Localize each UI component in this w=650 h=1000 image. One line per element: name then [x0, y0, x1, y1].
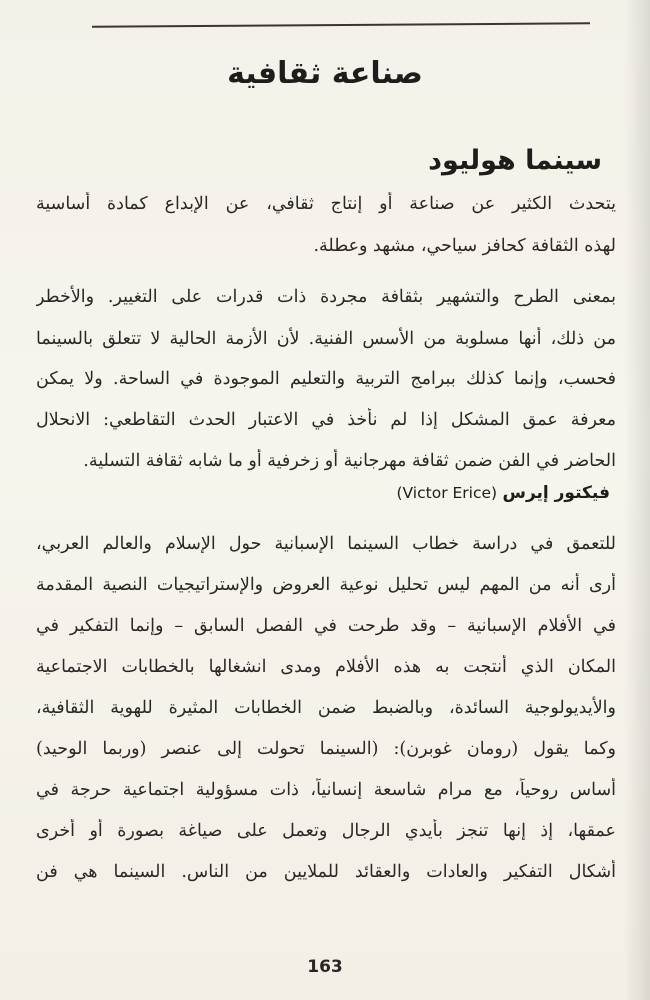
paragraph-line: لهذه الثقافة كحافز سياحي، مشهد وعطلة. [313, 236, 616, 256]
paragraph-line: معرفة عمق المشكل إذا لم نأخذ في الاعتبار الحدث التقاطعي: الانحلال [36, 410, 616, 430]
paragraph-line: للتعمق في دراسة خطاب السينما الإسبانية حول الإسلام والعالم العربي، [36, 534, 616, 554]
paragraph-line: فحسب، وإنما كذلك ببرامج التربية والتعليم الموجودة في الساحة. ولا يمكن [36, 369, 616, 389]
author-latin-name: (Victor Erice) [396, 484, 498, 502]
paragraph-line: عمقها، إذ إنها تنجز بأيدي الرجال وتعمل على صياغة بصورة أو أخرى [36, 821, 616, 841]
paragraph-line: بمعنى الطرح والتشهير بثقافة مجردة ذات قدرات على التغيير. والأخطر [36, 287, 616, 307]
paragraph-line: والأيديولوجية السائدة، وبالضبط ضمن الخطابات المثيرة للهوية الثقافية، [36, 698, 616, 718]
paragraph-line: في الأفلام الإسبانية – وقد طرحت في الفصل السابق – وإنما التفكير في [36, 616, 616, 636]
quote-attribution [397, 483, 611, 503]
page-gutter-shadow [624, 0, 650, 1000]
paragraph-line: أرى أنه من المهم ليس تحليل نوعية العروض والإستراتيجيات النصية المقدمة [36, 575, 616, 595]
paragraph-line: يتحدث الكثير عن صناعة أو إنتاج ثقافي، عن الإبداع كمادة أساسية [36, 194, 616, 214]
paragraph-line: وكما يقول (رومان غوبرن): (السينما تحولت إلى عنصر (وربما الوحيد) [36, 739, 616, 759]
page-number: 163 [307, 957, 343, 977]
paragraph-line: أساس روحياً، مع مرام شاسعة إنسانياً، ذات مسؤولية اجتماعية حرجة في [36, 780, 616, 800]
author-arabic-name: فيكتور إيرس [502, 483, 610, 503]
paragraph-line: الحاضر في الفن ضمن ثقافة مهرجانية أو زخرفية أو ما شابه ثقافة التسلية. [83, 451, 616, 471]
paragraph-line: المكان الذي أنتجت به هذه الأفلام ومدى انشغالها بالخطابات الاجتماعية [36, 657, 616, 677]
header-rule [92, 22, 590, 27]
paragraph-line: أشكال التفكير والعادات والعقائد للملايين من الناس. السينما هي فن [36, 862, 616, 882]
paragraph-line: من ذلك، أنها مسلوبة من الأسس الفنية. لأن الأزمة الحالية لا تتعلق بالسينما [36, 329, 616, 349]
chapter-title: صناعة ثقافية [227, 56, 423, 91]
section-heading: سينما هوليود [428, 145, 602, 176]
